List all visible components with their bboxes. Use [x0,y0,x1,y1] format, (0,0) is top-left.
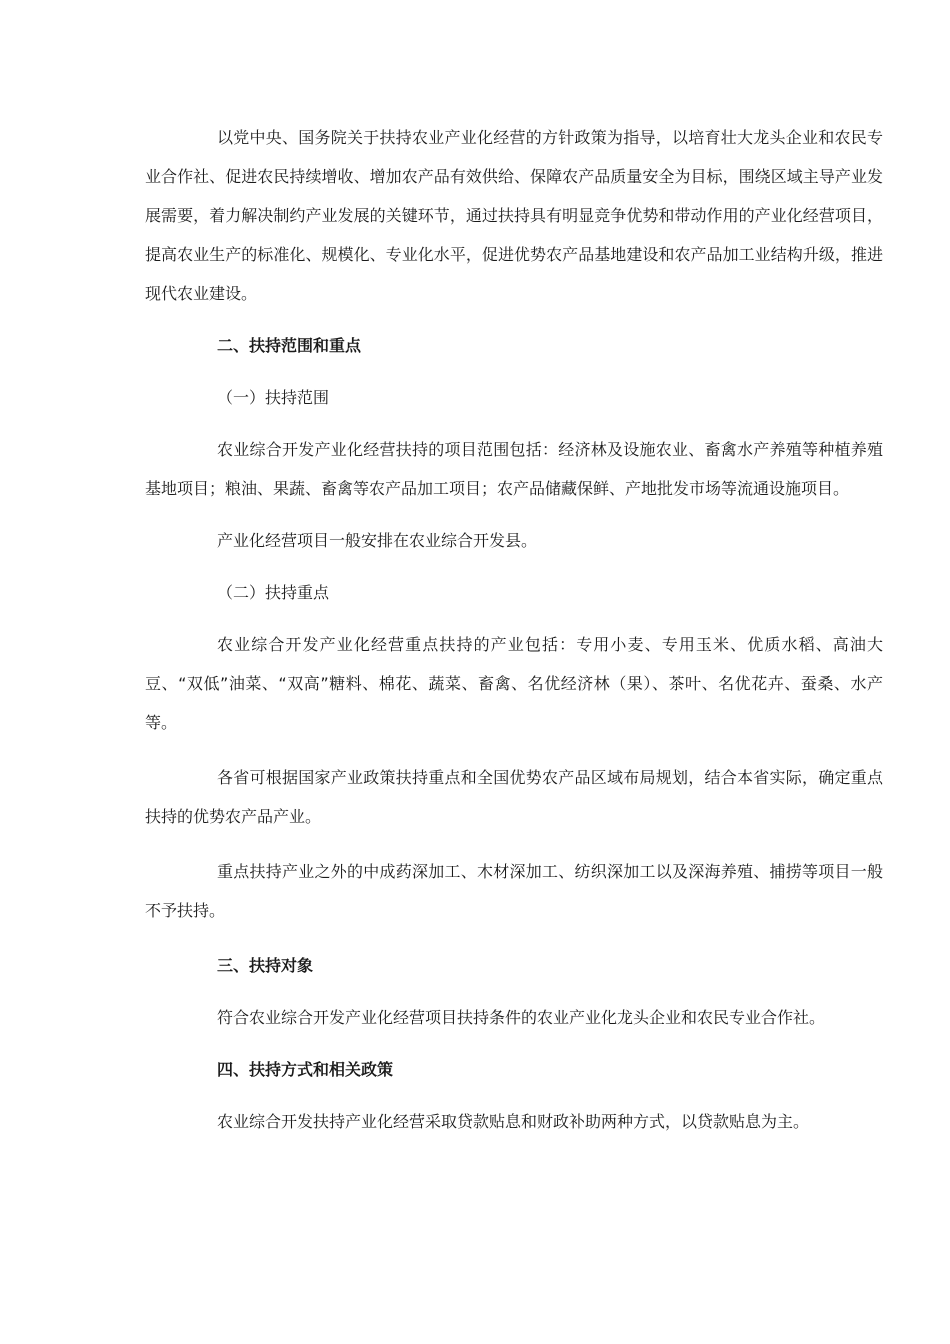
targets-paragraph: 符合农业综合开发产业化经营项目扶持条件的农业产业化龙头企业和农民专业合作社。 [217,1008,826,1027]
section-heading-scope-and-focus: 二、扶持范围和重点 [217,336,362,355]
intro-paragraph: 以党中央、国务院关于扶持农业产业化经营的方针政策为指导，以培育壮大龙头企业和农民专业合作社、促进农民持续增收、增加农产品有效供给、保障农产品质量安全为目标，围绕区域主导产业发展需要，着力解决制约产业发展的关键环节，通过扶持具有明显竞争优势和带动作用的产业化经营项目，提高农业生产的标准化、规模化、专业化水平，促进优势农产品基地建设和农产品加工业结构升级，推进现代农业建设。 [145,128,883,303]
scope-paragraph: 农业综合开发产业化经营扶持的项目范围包括：经济林及设施农业、畜禽水产养殖等种植养殖基地项目；粮油、果蔬、畜禽等农产品加工项目；农产品储藏保鲜、产地批发市场等流通设施项目。 [145,440,883,498]
subsection-heading-scope: （一）扶持范围 [217,388,330,407]
document-body [145,118,883,1141]
section-heading-methods-and-policies: 四、扶持方式和相关政策 [217,1060,394,1079]
excluded-projects-paragraph: 重点扶持产业之外的中成药深加工、木材深加工、纺织深加工以及深海养殖、捕捞等项目一般不予扶持。 [145,862,883,920]
county-paragraph: 产业化经营项目一般安排在农业综合开发县。 [217,531,538,550]
subsection-heading-focus: （二）扶持重点 [217,583,330,602]
methods-paragraph: 农业综合开发扶持产业化经营采取贷款贴息和财政补助两种方式，以贷款贴息为主。 [217,1112,810,1131]
focus-industries-paragraph: 农业综合开发产业化经营重点扶持的产业包括：专用小麦、专用玉米、优质水稻、高油大豆、“双低”油菜、“双高”糖料、棉花、蔬菜、畜禽、名优经济林（果）、茶叶、名优花卉、蚕桑、水产等。 [145,635,883,732]
section-heading-targets: 三、扶持对象 [217,956,314,975]
provincial-paragraph: 各省可根据国家产业政策扶持重点和全国优势农产品区域布局规划，结合本省实际，确定重点扶持的优势农产品产业。 [145,768,883,826]
